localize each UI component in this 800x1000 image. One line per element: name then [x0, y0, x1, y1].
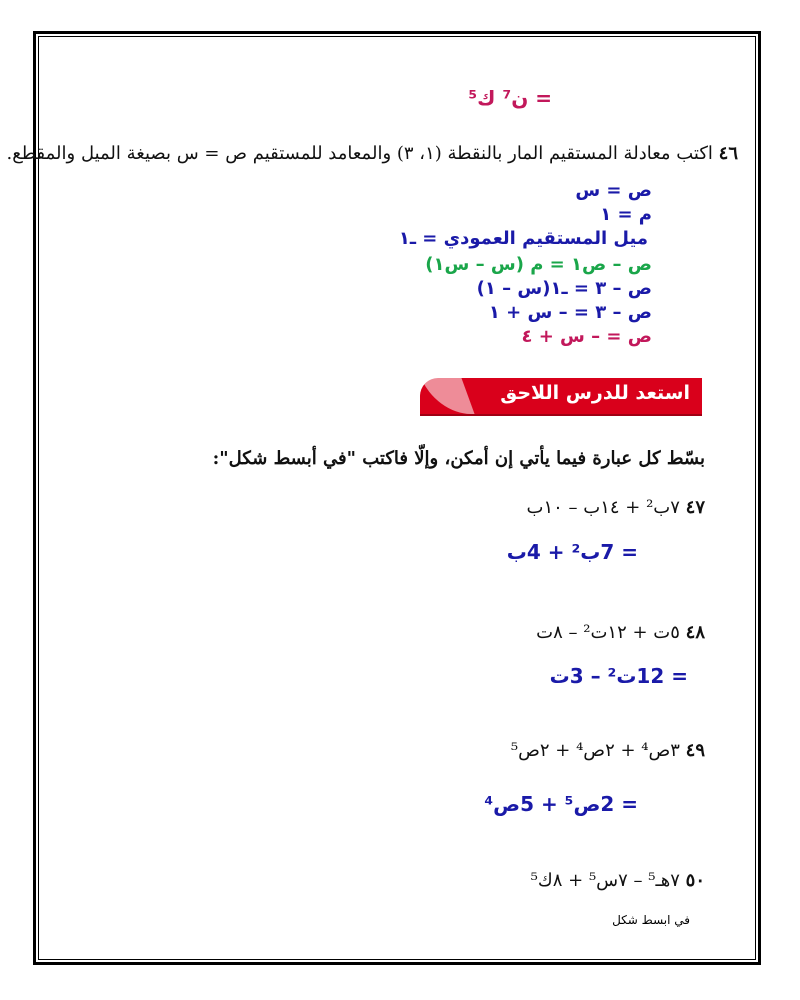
answer-47: = 7ب² + 4ب — [506, 540, 638, 564]
solution-step: م = ١ — [600, 204, 652, 225]
question-number: ٤٧ — [685, 497, 705, 518]
question-48 — [536, 622, 705, 643]
answer-50: في ابسط شكل — [612, 913, 690, 927]
question-number: ٤٦ — [718, 143, 738, 164]
question-number: ٤٩ — [685, 740, 705, 761]
question-expression: ٧ب² + ١٤ب – ١٠ب — [526, 497, 680, 518]
solution-step: ص = س — [575, 180, 652, 201]
question-expression: ٧هـ⁵ – ٧س⁵ + ٨ك⁵ — [530, 870, 680, 891]
top-answer: = ن⁷ ك⁵ — [468, 86, 552, 110]
instruction-text: بسّط كل عبارة فيما يأتي إن أمكن، وإلّا فاكتب "في أبسط شكل": — [212, 448, 705, 469]
solution-step: ميل المستقيم العمودي = ـ١ — [398, 228, 648, 249]
section-banner-title: استعد للدرس اللاحق — [500, 382, 690, 404]
question-text: اكتب معادلة المستقيم المار بالنقطة (١، ٣) والمعامد للمستقيم ص = س بصيغة الميل والمقطع. — [6, 143, 713, 164]
question-number: ٥٠ — [685, 870, 705, 891]
solution-step: ص – ٣ = – س + ١ — [488, 302, 652, 323]
solution-step: ص – ٣ = ـ١(س – ١) — [476, 278, 652, 299]
answer-48: = 12ت² – 3ت — [549, 664, 688, 688]
answer-49: = 2ص⁵ + 5ص⁴ — [484, 792, 638, 816]
section-banner — [420, 378, 702, 414]
question-expression: ٣ص⁴ + ٢ص⁴ + ٢ص⁵ — [510, 740, 680, 761]
question-47 — [527, 497, 705, 518]
solution-step: ص – ص١ = م (س – س١) — [425, 254, 652, 275]
solution-step: ص = – س + ٤ — [521, 326, 652, 347]
question-50 — [531, 870, 705, 891]
question-number: ٤٨ — [685, 622, 705, 643]
question-49 — [511, 740, 705, 761]
question-expression: ٥ت + ١٢ت² – ٨ت — [536, 622, 680, 643]
question-46 — [6, 143, 738, 164]
